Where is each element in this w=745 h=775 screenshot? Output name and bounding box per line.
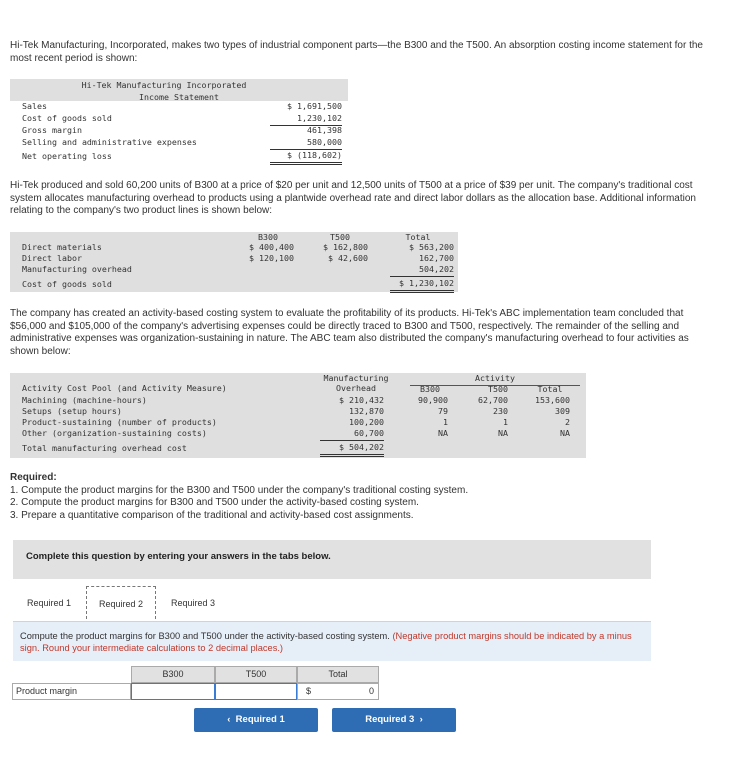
abc-header-mo-1: Manufacturing	[323, 373, 389, 383]
abc-row-other-t500: NA	[498, 428, 508, 438]
grid-header-b300: B300	[131, 666, 215, 683]
chevron-right-icon: ›	[419, 714, 423, 725]
abc-row-machining-mo: $ 210,432	[339, 395, 384, 405]
abc-info-text: The company has created an activity-based costing system to evaluate the profitability of its products. Hi-Tek's ABC implementation team concluded that $56,000 and $105,000 of the company's advertising expenses could be directly traced to B300 and T500, respectively. The remainder of the selling and administrative expenses was organization-sustaining in nature. The ABC team also distributed the company's manufacturing overhead to four activities as shown below:	[10, 308, 689, 357]
chevron-left-icon: ‹	[227, 714, 231, 725]
prev-required-label: Required 1	[235, 714, 285, 725]
abc-table	[10, 373, 586, 458]
product-row-dm-t500: $ 162,800	[323, 242, 368, 252]
abc-total-value: $ 504,202	[320, 442, 384, 457]
product-info-text: Hi-Tek produced and sold 60,200 units of B300 at a price of $20 per unit and 12,500 units of T500 at a price of $39 per unit. The company's traditional cost system allocates manufacturing overhead to products using a plantwide overhead rate and direct labor dollars as the allocation base. Additional information relating to the company's two product lines is shown below:	[10, 180, 696, 217]
product-row-dm-label: Direct materials	[22, 242, 102, 252]
abc-row-setups-total: 309	[555, 406, 570, 416]
tabs-prompt-bar	[13, 540, 651, 579]
abc-header-b300: B300	[420, 384, 440, 394]
product-row-mo-label: Manufacturing overhead	[22, 264, 132, 274]
abc-row-product-sustaining-mo: 100,200	[349, 417, 384, 427]
abc-row-setups-b300: 79	[438, 406, 448, 416]
product-row-dm-b300: $ 400,400	[249, 242, 294, 252]
product-row-dl-t500: $ 42,600	[328, 253, 368, 263]
abc-row-product-sustaining-b300: 1	[443, 417, 448, 427]
abc-row-product-sustaining-label: Product-sustaining (number of products)	[22, 417, 217, 427]
is-row-gross-margin-value: 461,398	[307, 125, 342, 135]
abc-row-machining-b300: 90,900	[418, 395, 448, 405]
next-required-label: Required 3	[365, 714, 415, 725]
product-row-cogs-total: $ 1,230,102	[390, 278, 454, 293]
t500-margin-input-cell	[215, 683, 297, 700]
grid-header-t500: T500	[215, 666, 297, 683]
abc-row-other-label: Other (organization-sustaining costs)	[22, 428, 207, 438]
product-table	[10, 232, 458, 292]
abc-row-machining-t500: 62,700	[478, 395, 508, 405]
prev-required-button[interactable]	[194, 708, 318, 732]
abc-row-setups-t500: 230	[493, 406, 508, 416]
abc-header-total: Total	[537, 384, 563, 394]
b300-margin-input[interactable]	[132, 684, 214, 699]
required-item-2: 2. Compute the product margins for B300 and T500 under the activity-based costing system.	[10, 497, 419, 509]
product-header-total: Total	[405, 232, 431, 242]
required-section	[10, 472, 710, 522]
abc-row-other-b300: NA	[438, 428, 448, 438]
is-row-sales-label: Sales	[22, 101, 47, 111]
abc-row-product-sustaining-t500: 1	[503, 417, 508, 427]
abc-row-other-mo: 60,700	[320, 428, 384, 441]
abc-row-machining-total: 153,600	[535, 395, 570, 405]
tab-required-2[interactable]: Required 2	[86, 586, 156, 619]
abc-row-machining-label: Machining (machine-hours)	[22, 395, 147, 405]
tabs-prompt: Complete this question by entering your answers in the tabs below.	[26, 551, 331, 562]
abc-header-activity: Activity	[410, 373, 580, 386]
abc-row-other-total: NA	[560, 428, 570, 438]
instruction-box	[13, 621, 651, 661]
product-header-t500: T500	[330, 232, 350, 242]
tab-required-1[interactable]: Required 1	[26, 598, 72, 608]
is-row-cogs-value: 1,230,102	[270, 113, 342, 126]
product-row-dm-total: $ 563,200	[409, 242, 454, 252]
abc-row-product-sustaining-total: 2	[565, 417, 570, 427]
grid-row-label: Product margin	[12, 683, 131, 700]
b300-margin-input-cell	[131, 683, 215, 700]
abc-total-label: Total manufacturing overhead cost	[22, 443, 187, 453]
abc-row-setups-label: Setups (setup hours)	[22, 406, 122, 416]
required-item-1: 1. Compute the product margins for the B300 and T500 under the company's traditional costing system.	[10, 484, 469, 496]
product-row-dl-label: Direct labor	[22, 253, 82, 263]
abc-header-pool: Activity Cost Pool (and Activity Measure)	[22, 383, 227, 393]
next-required-button[interactable]	[332, 708, 456, 732]
is-row-sga-value: 580,000	[270, 137, 342, 150]
grid-blank-header	[12, 666, 131, 683]
required-item-3: 3. Prepare a quantitative comparison of the traditional and activity-based cost assignments.	[10, 509, 414, 521]
is-row-gross-margin-label: Gross margin	[22, 125, 82, 135]
instruction-text: Compute the product margins for B300 and T500 under the activity-based costing system.	[20, 631, 390, 641]
intro-text: Hi-Tek Manufacturing, Incorporated, makes two types of industrial component parts—the B300 and the T500. An absorption costing income statement for the most recent period is shown:	[10, 40, 703, 64]
tab-required-3[interactable]: Required 3	[170, 598, 216, 608]
total-currency: $	[306, 686, 312, 696]
income-statement-subtitle: Income Statement	[139, 91, 219, 102]
product-row-mo-total: 504,202	[390, 264, 454, 277]
is-row-cogs-label: Cost of goods sold	[22, 113, 112, 123]
total-margin-cell	[297, 683, 379, 700]
required-title: Required:	[10, 472, 57, 483]
product-row-dl-b300: $ 120,100	[249, 253, 294, 263]
abc-header-t500: T500	[488, 384, 508, 394]
is-row-sales-value: $ 1,691,500	[287, 101, 342, 111]
income-statement-header	[10, 79, 348, 101]
income-statement-title: Hi-Tek Manufacturing Incorporated	[81, 80, 247, 90]
abc-header-mo-2: Overhead	[336, 383, 376, 393]
income-statement	[10, 79, 348, 165]
is-row-net-loss-value: $ (118,602)	[270, 150, 342, 165]
is-row-sga-label: Selling and administrative expenses	[22, 137, 197, 147]
instruction-note: (Negative product margins should be indicated by a minus sign. Round your intermediate calculations to 2 decimal places.)	[20, 631, 632, 653]
product-header-b300: B300	[258, 232, 278, 242]
abc-row-setups-mo: 132,870	[349, 406, 384, 416]
total-margin-value: 0	[368, 686, 374, 696]
is-row-net-loss-label: Net operating loss	[22, 151, 112, 161]
product-row-dl-total: 162,700	[419, 253, 454, 263]
product-row-cogs-label: Cost of goods sold	[22, 279, 112, 289]
grid-header-total: Total	[297, 666, 379, 683]
t500-margin-input[interactable]	[216, 684, 296, 699]
